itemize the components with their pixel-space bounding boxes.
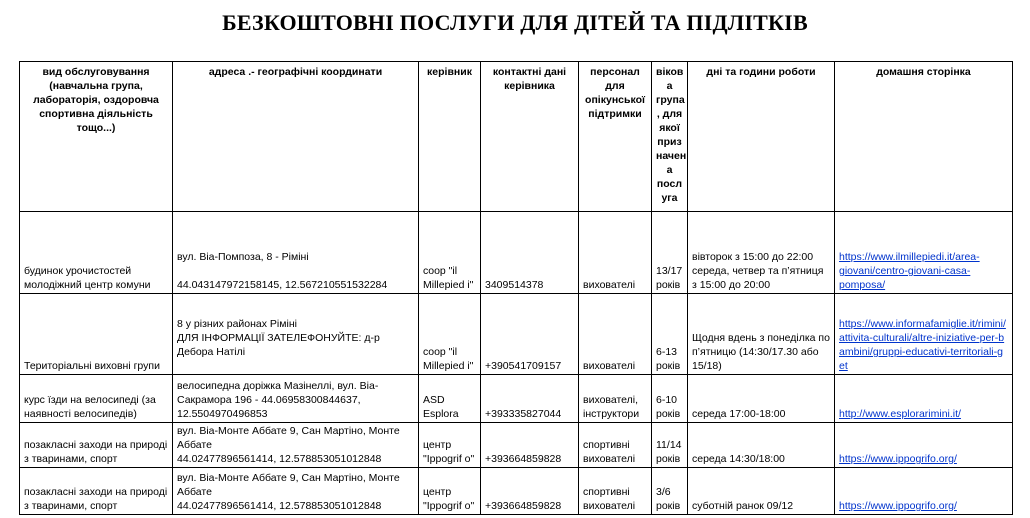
header-staff: персонал для опікунської підтримки (579, 62, 652, 212)
cell-staff: вихователі (579, 212, 652, 294)
cell-age-group: 6-10 років (652, 375, 688, 423)
cell-head: coop "il Millepied i" (419, 212, 481, 294)
cell-staff: спортивні вихователі (579, 468, 652, 515)
address-line: вул. Віа-Монте Аббате 9, Сан Мартіно, Монте Аббате (177, 425, 400, 451)
homepage-link[interactable]: http://www.esplorarimini.it/ (839, 408, 961, 420)
table-header-row (20, 62, 1013, 212)
cell-head: центр "Ippogrif o" (419, 423, 481, 468)
cell-hours: вівторок з 15:00 до 22:00 середа, четвер та п’ятниця з 15:00 до 20:00 (688, 212, 835, 294)
cell-service-type: курс їзди на велосипеді (за наявності велосипедів) (20, 375, 173, 423)
header-head: керівник (419, 62, 481, 212)
cell-age-group: 11/14 років (652, 423, 688, 468)
cell-contact: +393335827044 (481, 375, 579, 423)
cell-homepage (835, 423, 1013, 468)
header-age-group: віков а група , для якої приз начен а посл уга (652, 62, 688, 212)
homepage-link[interactable]: https://www.ippogrifo.org/ (839, 453, 957, 465)
cell-homepage (835, 212, 1013, 294)
cell-service-type: будинок урочистостей молодіжний центр комуни (20, 212, 173, 294)
header-homepage: домашня сторінка (835, 62, 1013, 212)
cell-hours: суботній ранок 09/12 (688, 468, 835, 515)
address-line: 8 у різних районах Ріміні (177, 318, 297, 330)
header-hours: дні та години роботи (688, 62, 835, 212)
cell-staff: вихователі (579, 294, 652, 375)
homepage-link[interactable]: https://www.ippogrifo.org/ (839, 500, 957, 512)
cell-address (173, 212, 419, 294)
cell-service-type: позакласні заходи на природі з тваринами, спорт (20, 468, 173, 515)
cell-contact: +393664859828 (481, 423, 579, 468)
cell-homepage (835, 375, 1013, 423)
cell-age-group: 6-13 років (652, 294, 688, 375)
cell-head: центр "Ippogrif o" (419, 468, 481, 515)
cell-address (173, 294, 419, 375)
table-row (20, 294, 1013, 375)
homepage-link[interactable]: https://www.informafamiglie.it/rimini/attivita-culturali/altre-iniziative-per-bambini/gruppi-educativi-territoriali-get (839, 318, 1006, 372)
cell-service-type: Територіальні виховні групи (20, 294, 173, 375)
services-table (19, 61, 1013, 515)
address-coordinates: 44.043147972158145, 12.567210551532284 (177, 279, 388, 291)
cell-contact: +390541709157 (481, 294, 579, 375)
table-row (20, 468, 1013, 515)
address-note: ДЛЯ ІНФОРМАЦІЇ ЗАТЕЛЕФОНУЙТЕ: д-р Дебора Натілі (177, 332, 380, 358)
cell-address (173, 468, 419, 515)
cell-contact: 3409514378 (481, 212, 579, 294)
cell-address (173, 423, 419, 468)
table-row (20, 375, 1013, 423)
cell-hours: Щодня вдень з понеділка по п’ятницю (14:30/17.30 або 15/18) (688, 294, 835, 375)
homepage-link[interactable]: https://www.ilmillepiedi.it/area-giovani/centro-giovani-casa-pomposa/ (839, 251, 980, 291)
cell-homepage (835, 294, 1013, 375)
cell-age-group: 13/17 років (652, 212, 688, 294)
address-coordinates: 44.02477896561414, 12.578853051012848 (177, 453, 382, 465)
page-title: БЕЗКОШТОВНІ ПОСЛУГИ ДЛЯ ДІТЕЙ ТА ПІДЛІТКІВ (222, 10, 808, 35)
table-row (20, 212, 1013, 294)
cell-staff: спортивні вихователі (579, 423, 652, 468)
address-line: вул. Віа-Помпоза, 8 - Ріміні (177, 251, 309, 263)
header-service-type: вид обслуговування (навчальна група, лабораторія, оздоровча спортивна діяльність тощо...) (20, 62, 173, 212)
cell-head: coop "il Millepied i" (419, 294, 481, 375)
cell-address: велосипедна доріжка Мазінеллі, вул. Віа-Сакрамора 196 - 44.06958300844637, 12.5504970496853 (173, 375, 419, 423)
table-row (20, 423, 1013, 468)
cell-service-type: позакласні заходи на природі з тваринами, спорт (20, 423, 173, 468)
header-address: адреса .- географічні координати (173, 62, 419, 212)
cell-head: ASD Esplora (419, 375, 481, 423)
cell-staff: вихователі, інструктори (579, 375, 652, 423)
cell-hours: середа 17:00-18:00 (688, 375, 835, 423)
header-contact: контактні дані керівника (481, 62, 579, 212)
address-line: вул. Віа-Монте Аббате 9, Сан Мартіно, Монте Аббате (177, 472, 400, 498)
cell-homepage (835, 468, 1013, 515)
cell-age-group: 3/6 років (652, 468, 688, 515)
cell-hours: середа 14:30/18:00 (688, 423, 835, 468)
cell-contact: +393664859828 (481, 468, 579, 515)
address-coordinates: 44.02477896561414, 12.578853051012848 (177, 500, 382, 512)
